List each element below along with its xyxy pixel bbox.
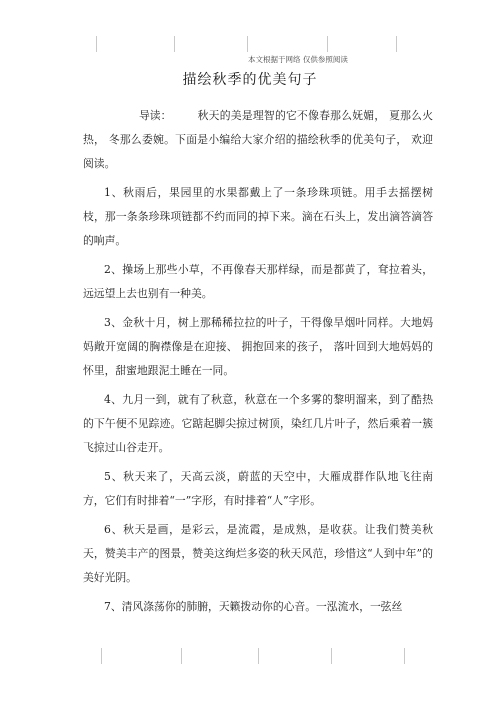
paragraph-4: 4、九月一到，就有了秋意，秋意在一个多雾的黎明溜来，到了酷热的下午便不见踪迹。它踮起脚尖掠过树顶，染红几片叶子，然后乘着一簇飞掠过山谷走开。 — [83, 393, 433, 454]
margin-mark — [396, 36, 397, 52]
margin-mark — [331, 648, 332, 664]
margin-mark — [327, 36, 328, 52]
margin-mark — [258, 648, 259, 664]
margin-mark — [96, 36, 97, 52]
paragraph-1: 1、秋雨后，果园里的水果都戴上了一条珍珠项链。用手去摇摆树枝，那一条条珍珠项链都不约而同的掉下来。滴在石头上，发出滴答滴答的响声。 — [83, 186, 433, 247]
paragraph-6: 6、秋天是画，是彩云，是流霞，是成熟，是收获。让我们赞美秋天，赞美丰产的图景，赞美这绚烂多姿的秋天风范，珍惜这“人到中年”的美好光阴。 — [83, 523, 433, 584]
paragraph-5: 5、秋天来了，天高云淡，蔚蓝的天空中，大雁成群作队地飞往南方，它们有时排着“一”字形，有时排着“人”字形。 — [83, 470, 433, 507]
paragraph-3: 3、金秋十月，树上那稀稀拉拉的叶子，干得像旱烟叶同样。大地妈妈敞开宽阔的胸襟像是在迎接、 拥抱回来的孩子， 落叶回到大地妈妈的怀里，甜蜜地跟泥土睡在一同。 — [83, 316, 433, 377]
article-body — [83, 104, 433, 624]
margin-mark — [101, 648, 102, 664]
intro-paragraph — [83, 104, 433, 176]
margin-mark — [174, 36, 175, 52]
margin-mark — [404, 648, 405, 664]
paragraph-7: 7、清风涤荡你的肺腑，天籁拨动你的心音。一泓流水，一弦丝 — [104, 600, 403, 613]
margin-mark — [181, 648, 182, 664]
paragraph-2: 2、操场上那些小草，不再像春天那样绿，而是都黄了，耷拉着头，远远望上去也别有一种美。 — [83, 263, 433, 300]
intro-text: 秋天的美是理智的它不像春那么妩媚， 夏那么火热， 冬那么委婉。下面是小编给大家介绍的描绘秋季的优美句子， 欢迎阅读。 — [83, 109, 433, 170]
header-note: 本文根据于网络 仅供参照阅读 — [248, 55, 348, 64]
margin-mark — [247, 36, 248, 52]
intro-label: 导读： — [139, 109, 172, 122]
page-title: 描绘秋季的优美句子 — [182, 72, 318, 88]
